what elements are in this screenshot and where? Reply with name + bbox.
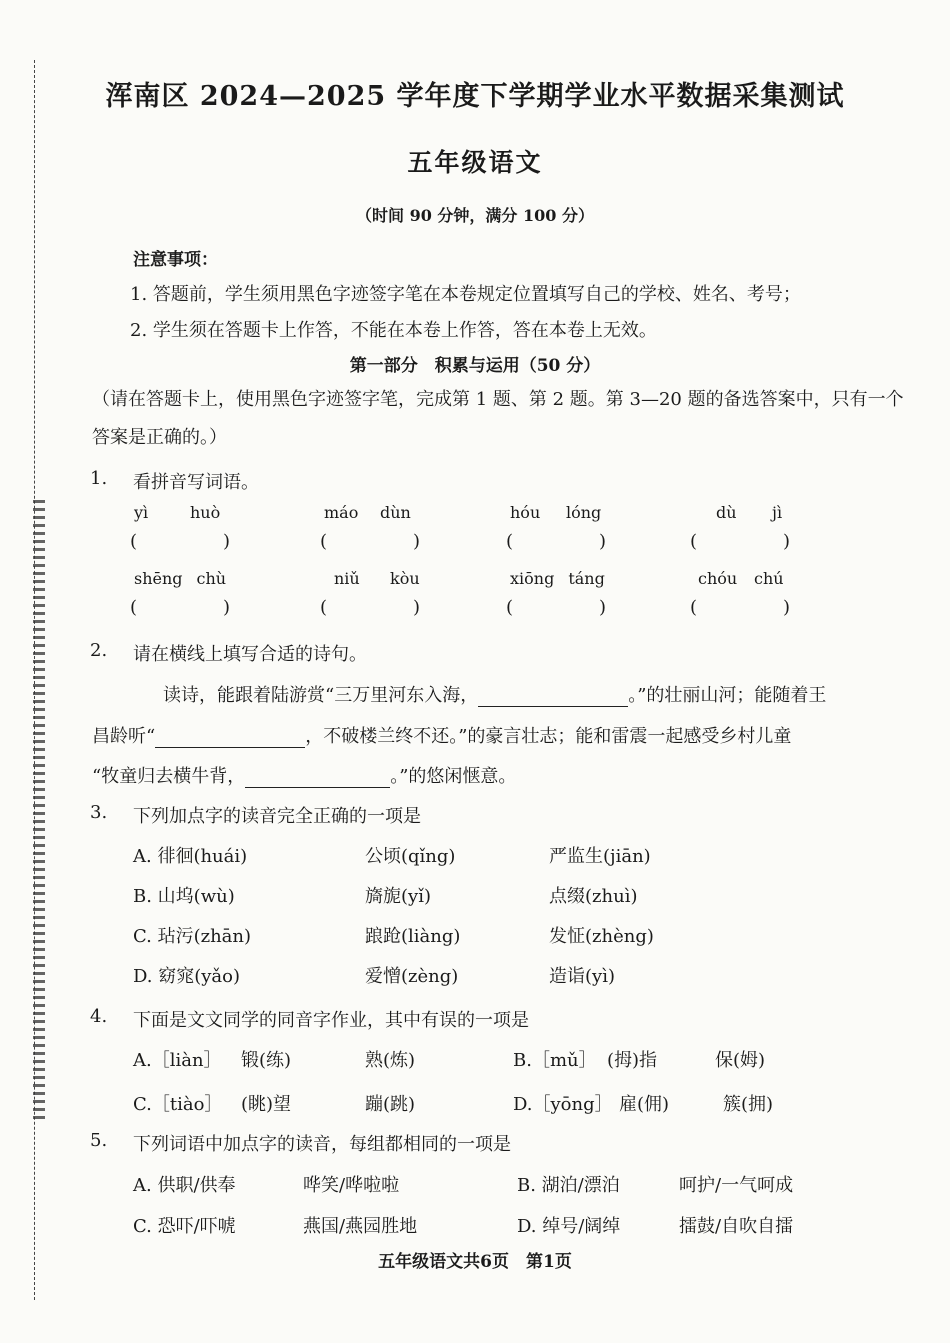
pinyin-syllable: chù [196,569,227,588]
pinyin-syllable: chóu [698,569,738,588]
poem-blank-2[interactable] [155,729,305,748]
option-text: 旖旎(yǐ) [365,886,431,907]
answer-blank[interactable]: ( ) [506,597,606,618]
binding-marks [33,500,45,1120]
q4-number: 4. [90,1006,108,1027]
poem-blank-1[interactable] [478,688,628,707]
q4-option-b[interactable]: B.［mǔ］ [513,1050,597,1071]
option-text: 雇(佣) [619,1094,670,1115]
option-text: 发怔(zhèng) [549,926,654,947]
q5-stem: 下列词语中加点字的读音，每组都相同的一项是 [133,1134,511,1155]
q2-line-3 [92,762,516,788]
pinyin-grid [130,503,830,635]
q2-stem: 请在横线上填写合适的诗句。 [133,644,367,665]
option-text: 呵护/一气呵成 [679,1175,794,1196]
q5-option-a[interactable]: A. 供职/供奉 [133,1175,236,1196]
notice-item-2: 2. 学生须在答题卡上作答，不能在本卷上作答，答在本卷上无效。 [130,320,657,341]
q2-text: 昌龄听“ [92,726,156,747]
answer-blank[interactable]: ( ) [690,531,790,552]
q5-number: 5. [90,1130,108,1151]
q5-option-b[interactable]: B. 湖泊/漂泊 [517,1175,620,1196]
option-text: B. 山坞(wù) [133,886,235,907]
answer-blank[interactable]: ( ) [130,597,230,618]
section-instruction: （请在答题卡上，使用黑色字迹签字笔，完成第 1 题、第 2 题。第 3—20 题的备选答案中，只有一个答案是正确的。） [92,389,904,448]
option-text: 公顷(qǐng) [365,846,456,867]
option-text: 簇(拥) [723,1094,774,1115]
pinyin-syllable: niǔ [334,569,360,588]
option-text: 踉跄(liàng) [365,926,461,947]
q3-number: 3. [90,802,108,823]
poem-blank-3[interactable] [245,769,390,788]
answer-blank[interactable]: ( ) [320,531,420,552]
pinyin-item [690,503,860,552]
pinyin-item [320,503,490,552]
page-footer: 五年级语文共6页 第1页 [378,1252,572,1272]
q2-text: 。”的悠闲惬意。 [390,766,517,787]
q1-stem: 看拼音写词语。 [133,472,259,493]
q4-stem: 下面是文文同学的同音字作业，其中有误的一项是 [133,1010,529,1031]
option-text: 保(姆) [715,1050,766,1071]
pinyin-item [130,503,300,552]
q4-option-c[interactable]: C.［tiào］ [133,1094,223,1115]
notice-heading: 注意事项： [133,250,218,270]
pinyin-row-2 [130,569,830,635]
option-text: 熟(炼) [365,1050,416,1071]
pinyin-syllable: hóu [510,503,541,522]
exam-title: 浑南区 2024—2025 学年度下学期学业水平数据采集测试 [105,81,845,112]
binding-line [34,60,45,1300]
exam-time-info: （时间 90 分钟，满分 100 分） [356,206,594,225]
option-text: 严监生(jiān) [549,846,651,867]
q2-line-2 [92,722,791,748]
q1-number: 1. [90,468,108,489]
option-text: C. 玷污(zhān) [133,926,252,947]
pinyin-syllable: dù [716,503,737,522]
option-text: 锻(练) [241,1050,292,1071]
pinyin-syllable: chú [754,569,784,588]
pinyin-syllable: yì [134,503,149,522]
notice-item-1: 1. 答题前，学生须用黑色字迹签字笔在本卷规定位置填写自己的学校、姓名、考号； [130,284,801,305]
pinyin-item [130,569,300,618]
option-text: (拇)指 [607,1050,658,1071]
answer-blank[interactable]: ( ) [320,597,420,618]
q4-option-d[interactable]: D.［yōng］ [513,1094,613,1115]
pinyin-syllable: huò [190,503,221,522]
option-text: A. 徘徊(huái) [133,846,248,867]
option-text: (眺)望 [241,1094,292,1115]
option-text: D. 窈窕(yǎo) [133,966,241,987]
pinyin-row-1 [130,503,830,569]
pinyin-syllable: xiōng [510,569,555,588]
pinyin-syllable: kòu [390,569,420,588]
q5-option-d[interactable]: D. 绰号/阔绰 [517,1216,621,1237]
option-text: 擂鼓/自吹自擂 [679,1216,794,1237]
option-text: 造诣(yì) [549,966,615,987]
option-text: 哗笑/哗啦啦 [303,1175,400,1196]
q2-text: 读诗，能跟着陆游赏“三万里河东入海， [163,685,479,706]
pinyin-syllable: lóng [566,503,602,522]
option-text: 燕国/燕园胜地 [303,1216,418,1237]
q5-option-c[interactable]: C. 恐吓/吓唬 [133,1216,236,1237]
q3-stem: 下列加点字的读音完全正确的一项是 [133,806,421,827]
exam-subtitle: 五年级语文 [407,148,543,177]
answer-blank[interactable]: ( ) [506,531,606,552]
pinyin-syllable: táng [568,569,605,588]
q2-text: “牧童归去横牛背， [92,766,246,787]
pinyin-syllable: jì [772,503,783,522]
pinyin-item [320,569,490,618]
answer-blank[interactable]: ( ) [130,531,230,552]
pinyin-syllable: shēng [134,569,183,588]
option-text: 爱憎(zèng) [365,966,459,987]
q2-text: ，不破楼兰终不还。”的豪言壮志；能和雷震一起感受乡村儿童 [305,726,792,747]
q4-option-a[interactable]: A.［liàn］ [133,1050,222,1071]
option-text: 蹦(跳) [365,1094,416,1115]
option-text: 点缀(zhuì) [549,886,638,907]
pinyin-syllable: dùn [380,503,411,522]
q2-line-1 [163,681,826,707]
pinyin-item [506,569,676,618]
pinyin-item [690,569,860,618]
pinyin-item [506,503,676,552]
section-title: 第一部分 积累与运用（50 分） [349,356,601,376]
answer-blank[interactable]: ( ) [690,597,790,618]
q2-number: 2. [90,640,108,661]
pinyin-syllable: máo [324,503,359,522]
q2-text: 。”的壮丽山河；能随着王 [628,685,827,706]
